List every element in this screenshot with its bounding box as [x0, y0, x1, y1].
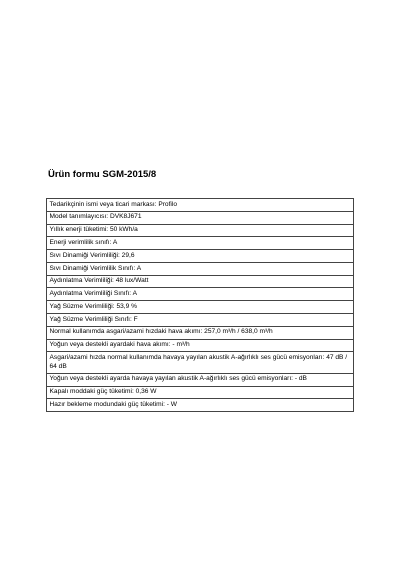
spec-cell: Hazır bekleme modundaki güç tüketimi: - W	[47, 399, 354, 412]
table-row	[47, 339, 354, 352]
table-row	[47, 288, 354, 301]
page-title: Ürün formu SGM-2015/8	[48, 169, 157, 180]
table-row	[47, 262, 354, 275]
table-row	[47, 301, 354, 314]
spec-cell: Aydınlatma Verimliliği Sınıfı: A	[47, 288, 354, 301]
spec-cell: Yağ Süzme Verimliliği: 53,9 %	[47, 301, 354, 314]
table-row	[47, 250, 354, 263]
table-row	[47, 399, 354, 412]
spec-cell: Tedarikçinin ismi veya ticari markası: Profilo	[47, 199, 354, 212]
table-row	[47, 326, 354, 339]
spec-cell: Yağ Süzme Verimliliği Sınıfı: F	[47, 314, 354, 327]
table-row	[47, 211, 354, 224]
spec-cell: Yoğun veya destekli ayarda havaya yayılan akustik A-ağırlıklı ses gücü emisyonları: - dB	[47, 373, 354, 386]
table-row	[47, 386, 354, 399]
spec-cell: Sıvı Dinamiği Verimlilik Sınıfı: A	[47, 262, 354, 275]
spec-cell: Yıllık enerji tüketimi: 50 kWh/a	[47, 224, 354, 237]
product-spec-table	[46, 198, 354, 412]
table-row	[47, 199, 354, 212]
table-row	[47, 237, 354, 250]
spec-cell: Asgari/azami hızda normal kullanımda havaya yayılan akustik A-ağırlıklı ses gücü emisyonları: 47 dB / 64 dB	[47, 352, 354, 373]
spec-cell: Model tanımlayıcısı: DVK8J671	[47, 211, 354, 224]
spec-cell: Kapalı moddaki güç tüketimi: 0,36 W	[47, 386, 354, 399]
spec-cell: Sıvı Dinamiği Verimliliği: 29,6	[47, 250, 354, 263]
spec-cell: Normal kullanımda asgari/azami hızdaki hava akımı: 257,0 m³/h / 638,0 m³/h	[47, 326, 354, 339]
spec-table-body	[47, 199, 354, 412]
spec-cell: Enerji verimlilik sınıfı: A	[47, 237, 354, 250]
spec-cell: Yoğun veya destekli ayardaki hava akımı: - m³/h	[47, 339, 354, 352]
table-row	[47, 224, 354, 237]
spec-cell: Aydınlatma Verimliliği: 48 lux/Watt	[47, 275, 354, 288]
table-row	[47, 314, 354, 327]
table-row	[47, 275, 354, 288]
table-row	[47, 352, 354, 373]
table-row	[47, 373, 354, 386]
